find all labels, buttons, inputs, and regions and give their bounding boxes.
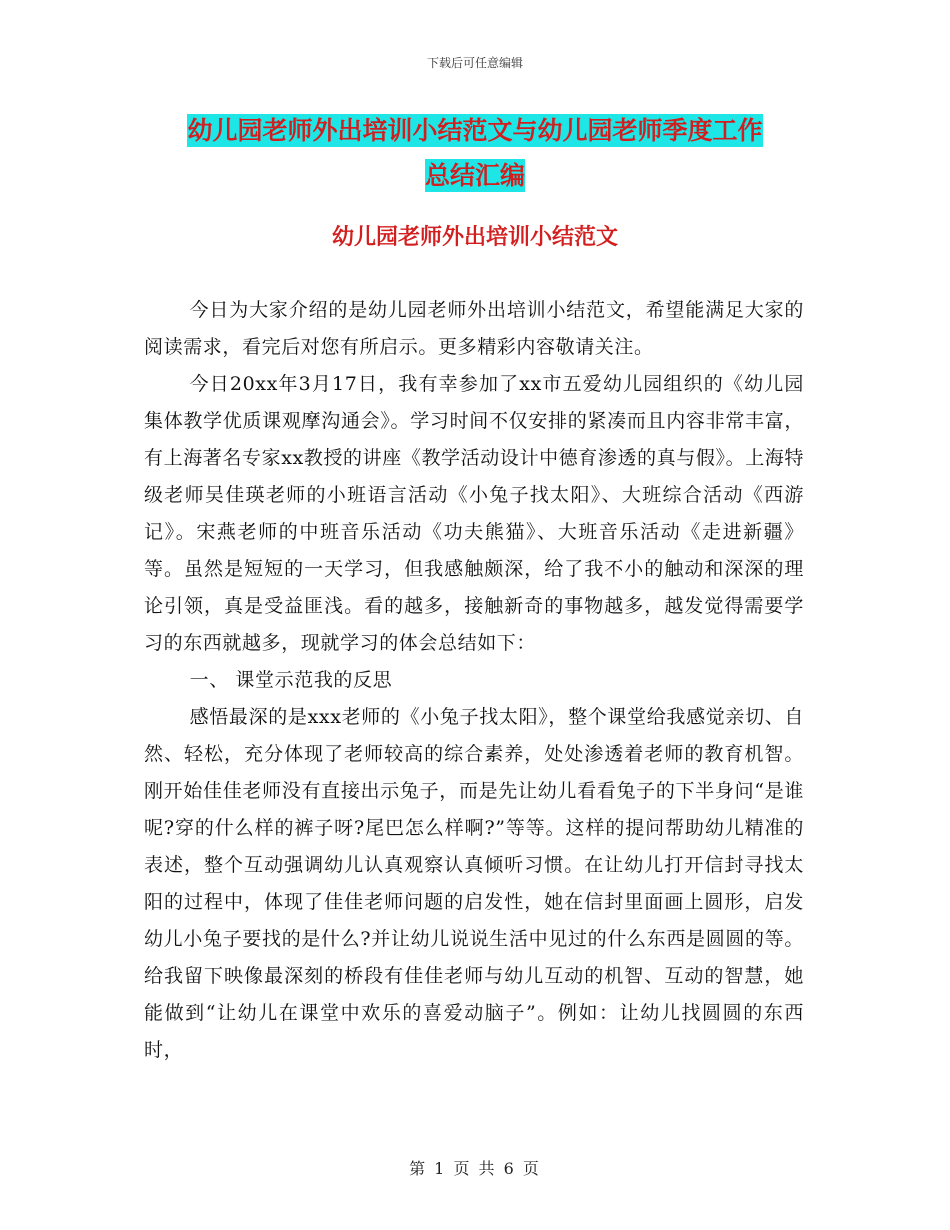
subheading-reflection: 一、 课堂示范我的反思 xyxy=(189,669,393,691)
paragraph-event: 今日20xx年3月17日，我有幸参加了xx市五爱幼儿园组织的《幼儿园集体教学优质课观摩沟通会》。学习时间不仅安排的紧凑而且内容非常丰富，有上海著名专家xx教授的讲座《教学活动设计中德育渗透的真与假》。上海特级老师吴佳瑛老师的小班语言活动《小兔子找太阳》、大班综合活动《西游记》。宋燕老师的中班音乐活动《功夫熊猫》、大班音乐活动《走进新疆》等。虽然是短短的一天学习，但我感触颇深，给了我不小的触动和深深的理论引领，真是受益匪浅。看的越多，接触新奇的事物越多，越发觉得需要学习的东西就越多，现就学习的体会总结如下： xyxy=(144,373,804,654)
paragraph-reflection: 感悟最深的是xxx老师的《小兔子找太阳》，整个课堂给我感觉亲切、自然、轻松，充分体现了老师较高的综合素养，处处渗透着老师的教育机智。刚开始佳佳老师没有直接出示兔子，而是先让幼儿看看兔子的下半身问“是谁呢?穿的什么样的裤子呀?尾巴怎么样啊?”等等。这样的提问帮助幼儿精准的表述，整个互动强调幼儿认真观察认真倾听习惯。在让幼儿打开信封寻找太阳的过程中，体现了佳佳老师问题的启发性，她在信封里面画上圆形，启发幼儿小兔子要找的是什么?并让幼儿说说生活中见过的什么东西是圆圆的等。给我留下映像最深刻的桥段有佳佳老师与幼儿互动的机智、互动的智慧，她能做到“让幼儿在课堂中欢乐的喜爱动脑子”。例如：让幼儿找圆圆的东西时， xyxy=(144,706,804,1061)
document-title-line-1: 幼儿园老师外出培训小结范文与幼儿园老师季度工作 xyxy=(187,116,763,145)
section-title: 幼儿园老师外出培训小结范文 xyxy=(331,225,618,250)
body-content xyxy=(144,292,804,1069)
document-title xyxy=(140,108,810,198)
paragraph-intro: 今日为大家介绍的是幼儿园老师外出培训小结范文，希望能满足大家的阅读需求，看完后对您有所启示。更多精彩内容敬请关注。 xyxy=(144,299,804,358)
header-note: 下载后可任意编辑 xyxy=(426,56,523,70)
page-footer: 第 1 页 共 6 页 xyxy=(409,1159,541,1178)
document-title-line-2: 总结汇编 xyxy=(424,161,525,190)
